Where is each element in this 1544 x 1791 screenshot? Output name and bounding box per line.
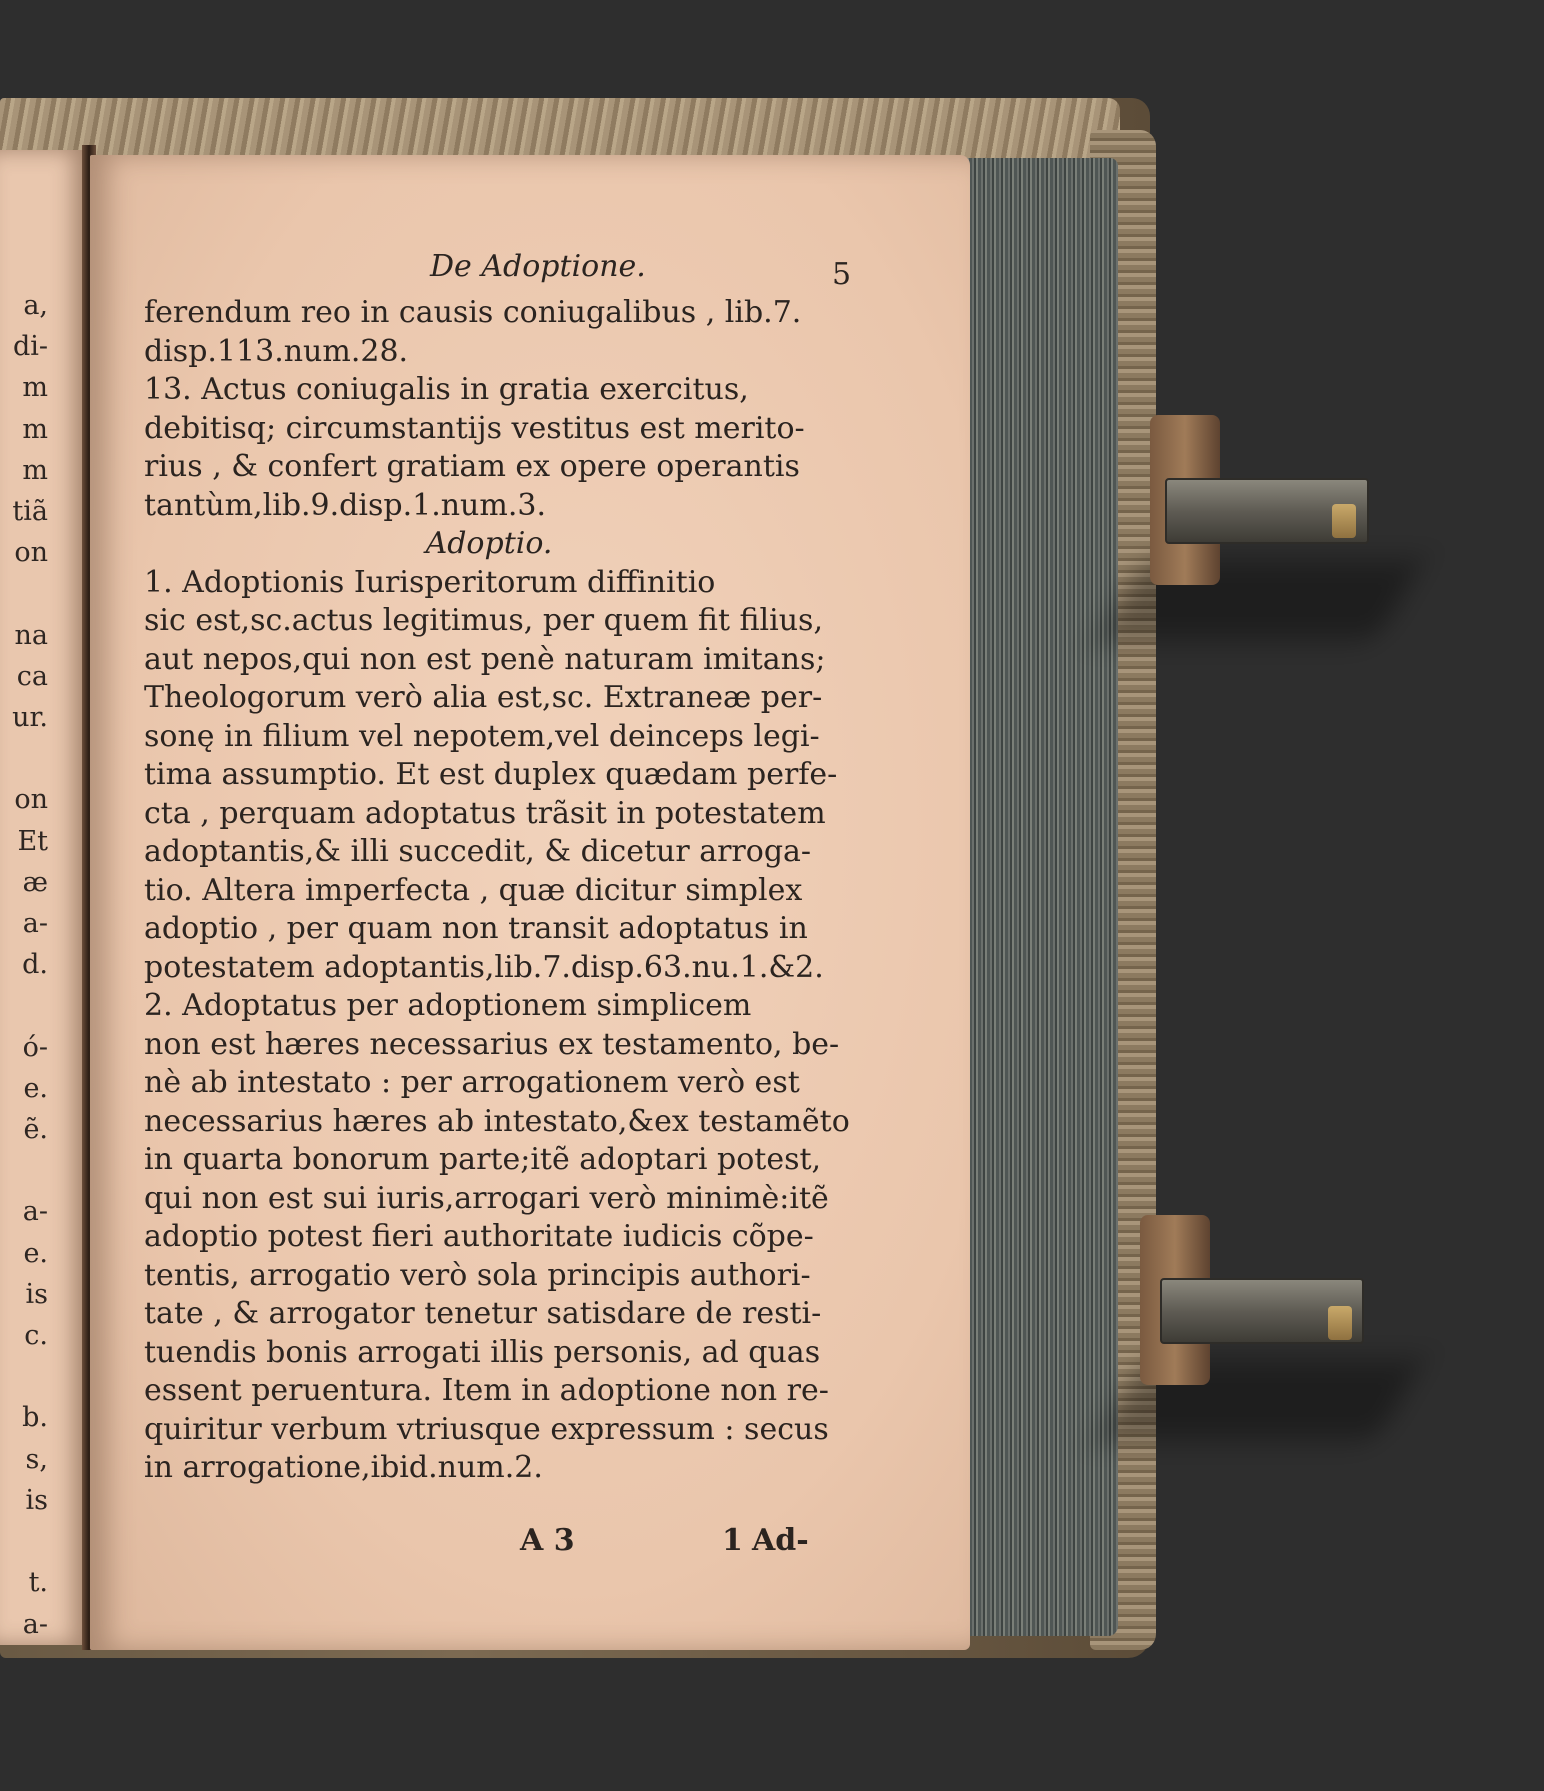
facing-page-fragment: m (22, 413, 48, 445)
text-line: in quarta bonorum parte;itẽ adoptari potest, (144, 1142, 822, 1177)
text-line: in arrogatione,ibid.num.2. (144, 1450, 543, 1485)
facing-page-fragment: b. (22, 1402, 48, 1434)
facing-page-fragment: m (22, 372, 48, 404)
text-line: tantùm,lib.9.disp.1.num.3. (144, 487, 546, 523)
facing-page-fragment: ca (16, 660, 48, 692)
facing-page-fragment: na (14, 619, 48, 651)
facing-page-fragment: æ (22, 866, 48, 898)
text-line: adoptio , per quam non transit adoptatus in (144, 911, 808, 946)
signature-mark: A 3 (520, 1523, 575, 1558)
facing-page-fragment: t. (28, 1567, 48, 1599)
facing-page-fragment: di- (12, 331, 48, 363)
text-line: sic est,sc.actus legitimus, per quem fit filius, (144, 603, 823, 638)
page-body (144, 294, 850, 1488)
facing-page-fragment (0, 1150, 48, 1191)
text-line: non est hæres necessarius ex testamento, be- (144, 1026, 840, 1062)
facing-page-fragment: on (14, 784, 48, 816)
facing-page-fragment: s, (25, 1443, 48, 1475)
text-line: ferendum reo in causis coniugalibus , lib.7. (144, 295, 802, 330)
catchword-number: 1 (722, 1523, 743, 1558)
text-line: adoptio potest fieri authoritate iudicis cõpe- (144, 1219, 814, 1254)
text-line: tima assumptio. Et est duplex quædam perfe- (144, 757, 838, 792)
facing-page-fragment: a- (22, 1196, 48, 1228)
text-line: sonę in filium vel nepotem,vel deinceps legi- (144, 718, 820, 754)
facing-page-fragment: Et (17, 825, 48, 857)
text-line: cta , perquam adoptatus trãsit in potestatem (144, 795, 826, 831)
text-line: 1. Adoptionis Iurisperitorum diffinitio (144, 564, 716, 600)
facing-page-fragment: is (25, 1484, 48, 1516)
text-line: tentis, arrogatio verò sola principis authori- (144, 1257, 811, 1293)
facing-page-fragment (0, 1356, 48, 1397)
facing-page-fragment: tiã (12, 496, 48, 528)
text-line: Theologorum verò alia est,sc. Extraneæ per- (144, 680, 823, 715)
section-heading: Adoptio. (425, 526, 553, 561)
facing-page-fragment: e. (23, 1072, 48, 1104)
facing-page-fragment: is (25, 1278, 48, 1310)
facing-page-fragment: d. (22, 949, 48, 981)
facing-page-fragment: c. (24, 1320, 48, 1352)
text-line: tate , & arrogator tenetur satisdare de resti- (144, 1296, 822, 1331)
text-line: necessarius hæres ab intestato,&ex testamẽto (144, 1103, 850, 1139)
text-line: aut nepos,qui non est penè naturam imitans; (144, 641, 826, 677)
facing-page-fragment (0, 1521, 48, 1562)
facing-page-fragment (0, 985, 48, 1026)
text-line: qui non est sui iuris,arrogari verò minimè:itẽ (144, 1180, 829, 1216)
text-line: adoptantis,& illi succedit, & dicetur arroga- (144, 834, 812, 869)
catchword: Ad- (752, 1523, 809, 1558)
text-line: tio. Altera imperfecta , quæ dicitur simplex (144, 872, 803, 908)
text-line: quiritur verbum vtriusque expressum : secus (144, 1411, 829, 1447)
text-line: 13. Actus coniugalis in gratia exercitus, (144, 372, 749, 407)
facing-page-fragment (0, 573, 48, 614)
text-line: rius , & confert gratiam ex opere operantis (144, 449, 800, 484)
text-line: nè ab intestato : per arrogationem verò est (144, 1065, 800, 1100)
facing-page-fragment: ó- (22, 1031, 48, 1063)
facing-page-fragment: a- (22, 1608, 48, 1640)
text-line: potestatem adoptantis,lib.7.disp.63.nu.1.&2. (144, 949, 824, 985)
facing-page-fragment: a, (23, 290, 48, 321)
facing-page-text (0, 285, 48, 1645)
facing-page-fragment: m (22, 454, 48, 486)
facing-page-fragment: a- (22, 908, 48, 940)
facing-page-fragment: ẽ. (23, 1114, 48, 1146)
facing-page-fragment: on (14, 537, 48, 569)
text-line: essent peruentura. Item in adoptione non re- (144, 1373, 829, 1408)
text-line: debitisq; circumstantijs vestitus est merito- (144, 410, 805, 446)
running-head: De Adoptione. (430, 249, 646, 284)
text-line: 2. Adoptatus per adoptionem simplicem (144, 988, 752, 1023)
page-number: 5 (832, 257, 852, 292)
facing-page-fragment: ur. (12, 702, 48, 734)
facing-page-fragment (0, 738, 48, 779)
facing-page-fragment: e. (23, 1237, 48, 1269)
text-line: disp.113.num.28. (144, 333, 409, 369)
text-line: tuendis bonis arrogati illis personis, ad quas (144, 1334, 821, 1370)
